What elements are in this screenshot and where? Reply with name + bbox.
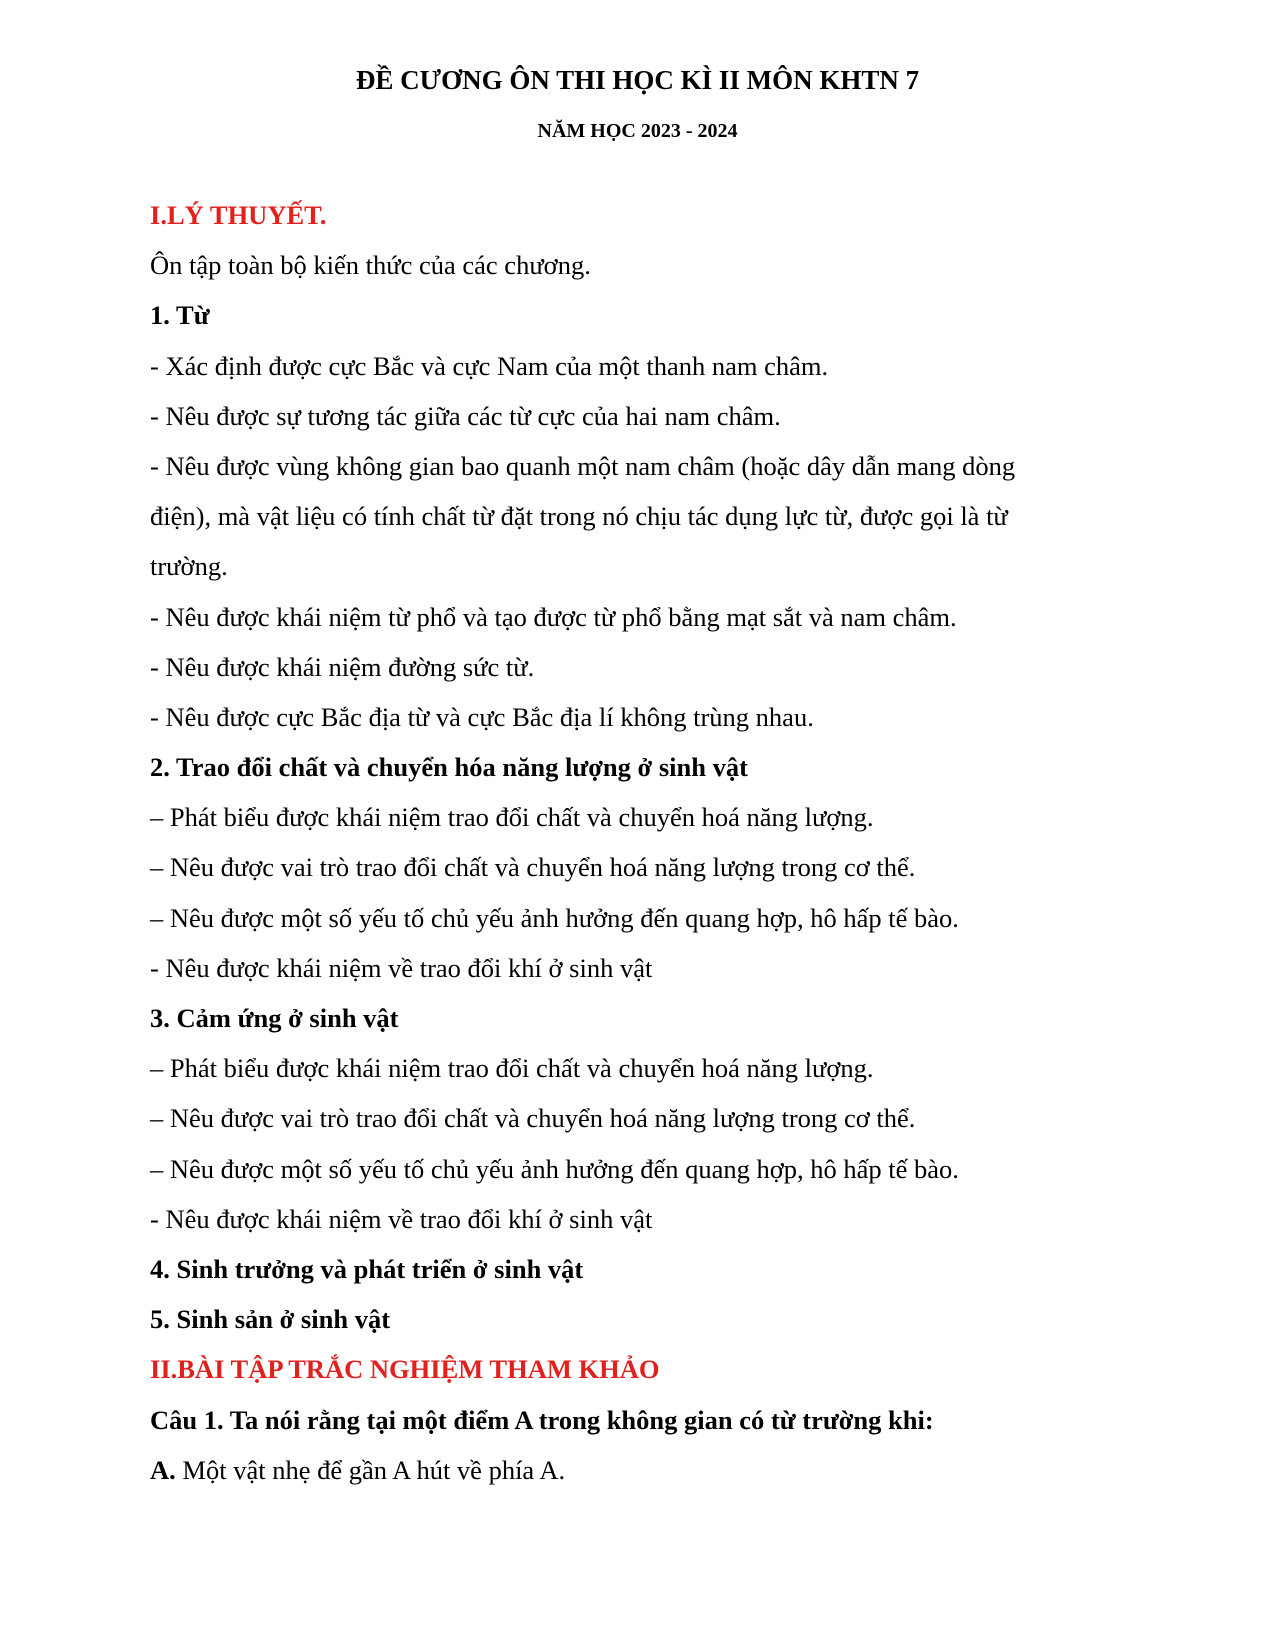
document-title: ĐỀ CƯƠNG ÔN THI HỌC KÌ II MÔN KHTN 7 <box>355 65 920 95</box>
list-item: – Nêu được vai trò trao đổi chất và chuyển hoá năng lượng trong cơ thể. <box>150 852 916 883</box>
list-item: - Nêu được sự tương tác giữa các từ cực của hai nam châm. <box>150 400 781 431</box>
list-item: – Nêu được một số yếu tố chủ yếu ảnh hưởng đến quang hợp, hô hấp tế bào. <box>150 1153 959 1184</box>
topic-heading-metabolism: 2. Trao đổi chất và chuyển hóa năng lượng ở sinh vật <box>150 752 748 783</box>
document-subtitle: NĂM HỌC 2023 - 2024 <box>537 120 738 142</box>
question-1-text: Câu 1. Ta nói rằng tại một điểm A trong không gian có từ trường khi: <box>150 1404 934 1435</box>
list-item: – Nêu được vai trò trao đổi chất và chuyển hoá năng lượng trong cơ thể. <box>150 1103 916 1134</box>
list-item: - Nêu được khái niệm về trao đổi khí ở sinh vật <box>150 1203 653 1234</box>
theory-intro: Ôn tập toàn bộ kiến thức của các chương. <box>150 250 591 281</box>
list-item: điện), mà vật liệu có tính chất từ đặt trong nó chịu tác dụng lực từ, được gọi là từ <box>150 501 1008 532</box>
list-item: – Phát biểu được khái niệm trao đổi chất và chuyển hoá năng lượng. <box>150 1053 874 1084</box>
topic-heading-magnetism: 1. Từ <box>150 300 210 331</box>
topic-heading-growth: 4. Sinh trưởng và phát triển ở sinh vật <box>150 1253 584 1284</box>
list-item: - Nêu được khái niệm từ phổ và tạo được từ phổ bằng mạt sắt và nam châm. <box>150 601 957 632</box>
option-a-label: A. <box>150 1454 176 1485</box>
list-item: - Nêu được cực Bắc địa từ và cực Bắc địa lí không trùng nhau. <box>150 701 814 732</box>
document-body <box>150 190 1110 1495</box>
list-item: - Nêu được khái niệm về trao đổi khí ở sinh vật <box>150 952 653 983</box>
list-item: - Nêu được khái niệm đường sức từ. <box>150 651 535 682</box>
topic-heading-reproduction: 5. Sinh sản ở sinh vật <box>150 1304 391 1335</box>
list-item: - Nêu được vùng không gian bao quanh một nam châm (hoặc dây dẫn mang dòng <box>150 450 1016 481</box>
question-1-option-a <box>150 1445 1110 1495</box>
list-item: trường. <box>150 551 228 582</box>
list-item: – Phát biểu được khái niệm trao đổi chất và chuyển hoá năng lượng. <box>150 802 874 833</box>
list-item: - Xác định được cực Bắc và cực Nam của một thanh nam châm. <box>150 350 829 381</box>
option-a-text: Một vật nhẹ để gần A hút về phía A. <box>175 1454 566 1485</box>
section-heading-theory: I.LÝ THUYẾT. <box>150 200 327 230</box>
list-item: – Nêu được một số yếu tố chủ yếu ảnh hưởng đến quang hợp, hô hấp tế bào. <box>150 902 959 933</box>
section-heading-exercises: II.BÀI TẬP TRẮC NGHIỆM THAM KHẢO <box>150 1354 660 1385</box>
topic-heading-sensitivity: 3. Cảm ứng ở sinh vật <box>150 1003 399 1033</box>
